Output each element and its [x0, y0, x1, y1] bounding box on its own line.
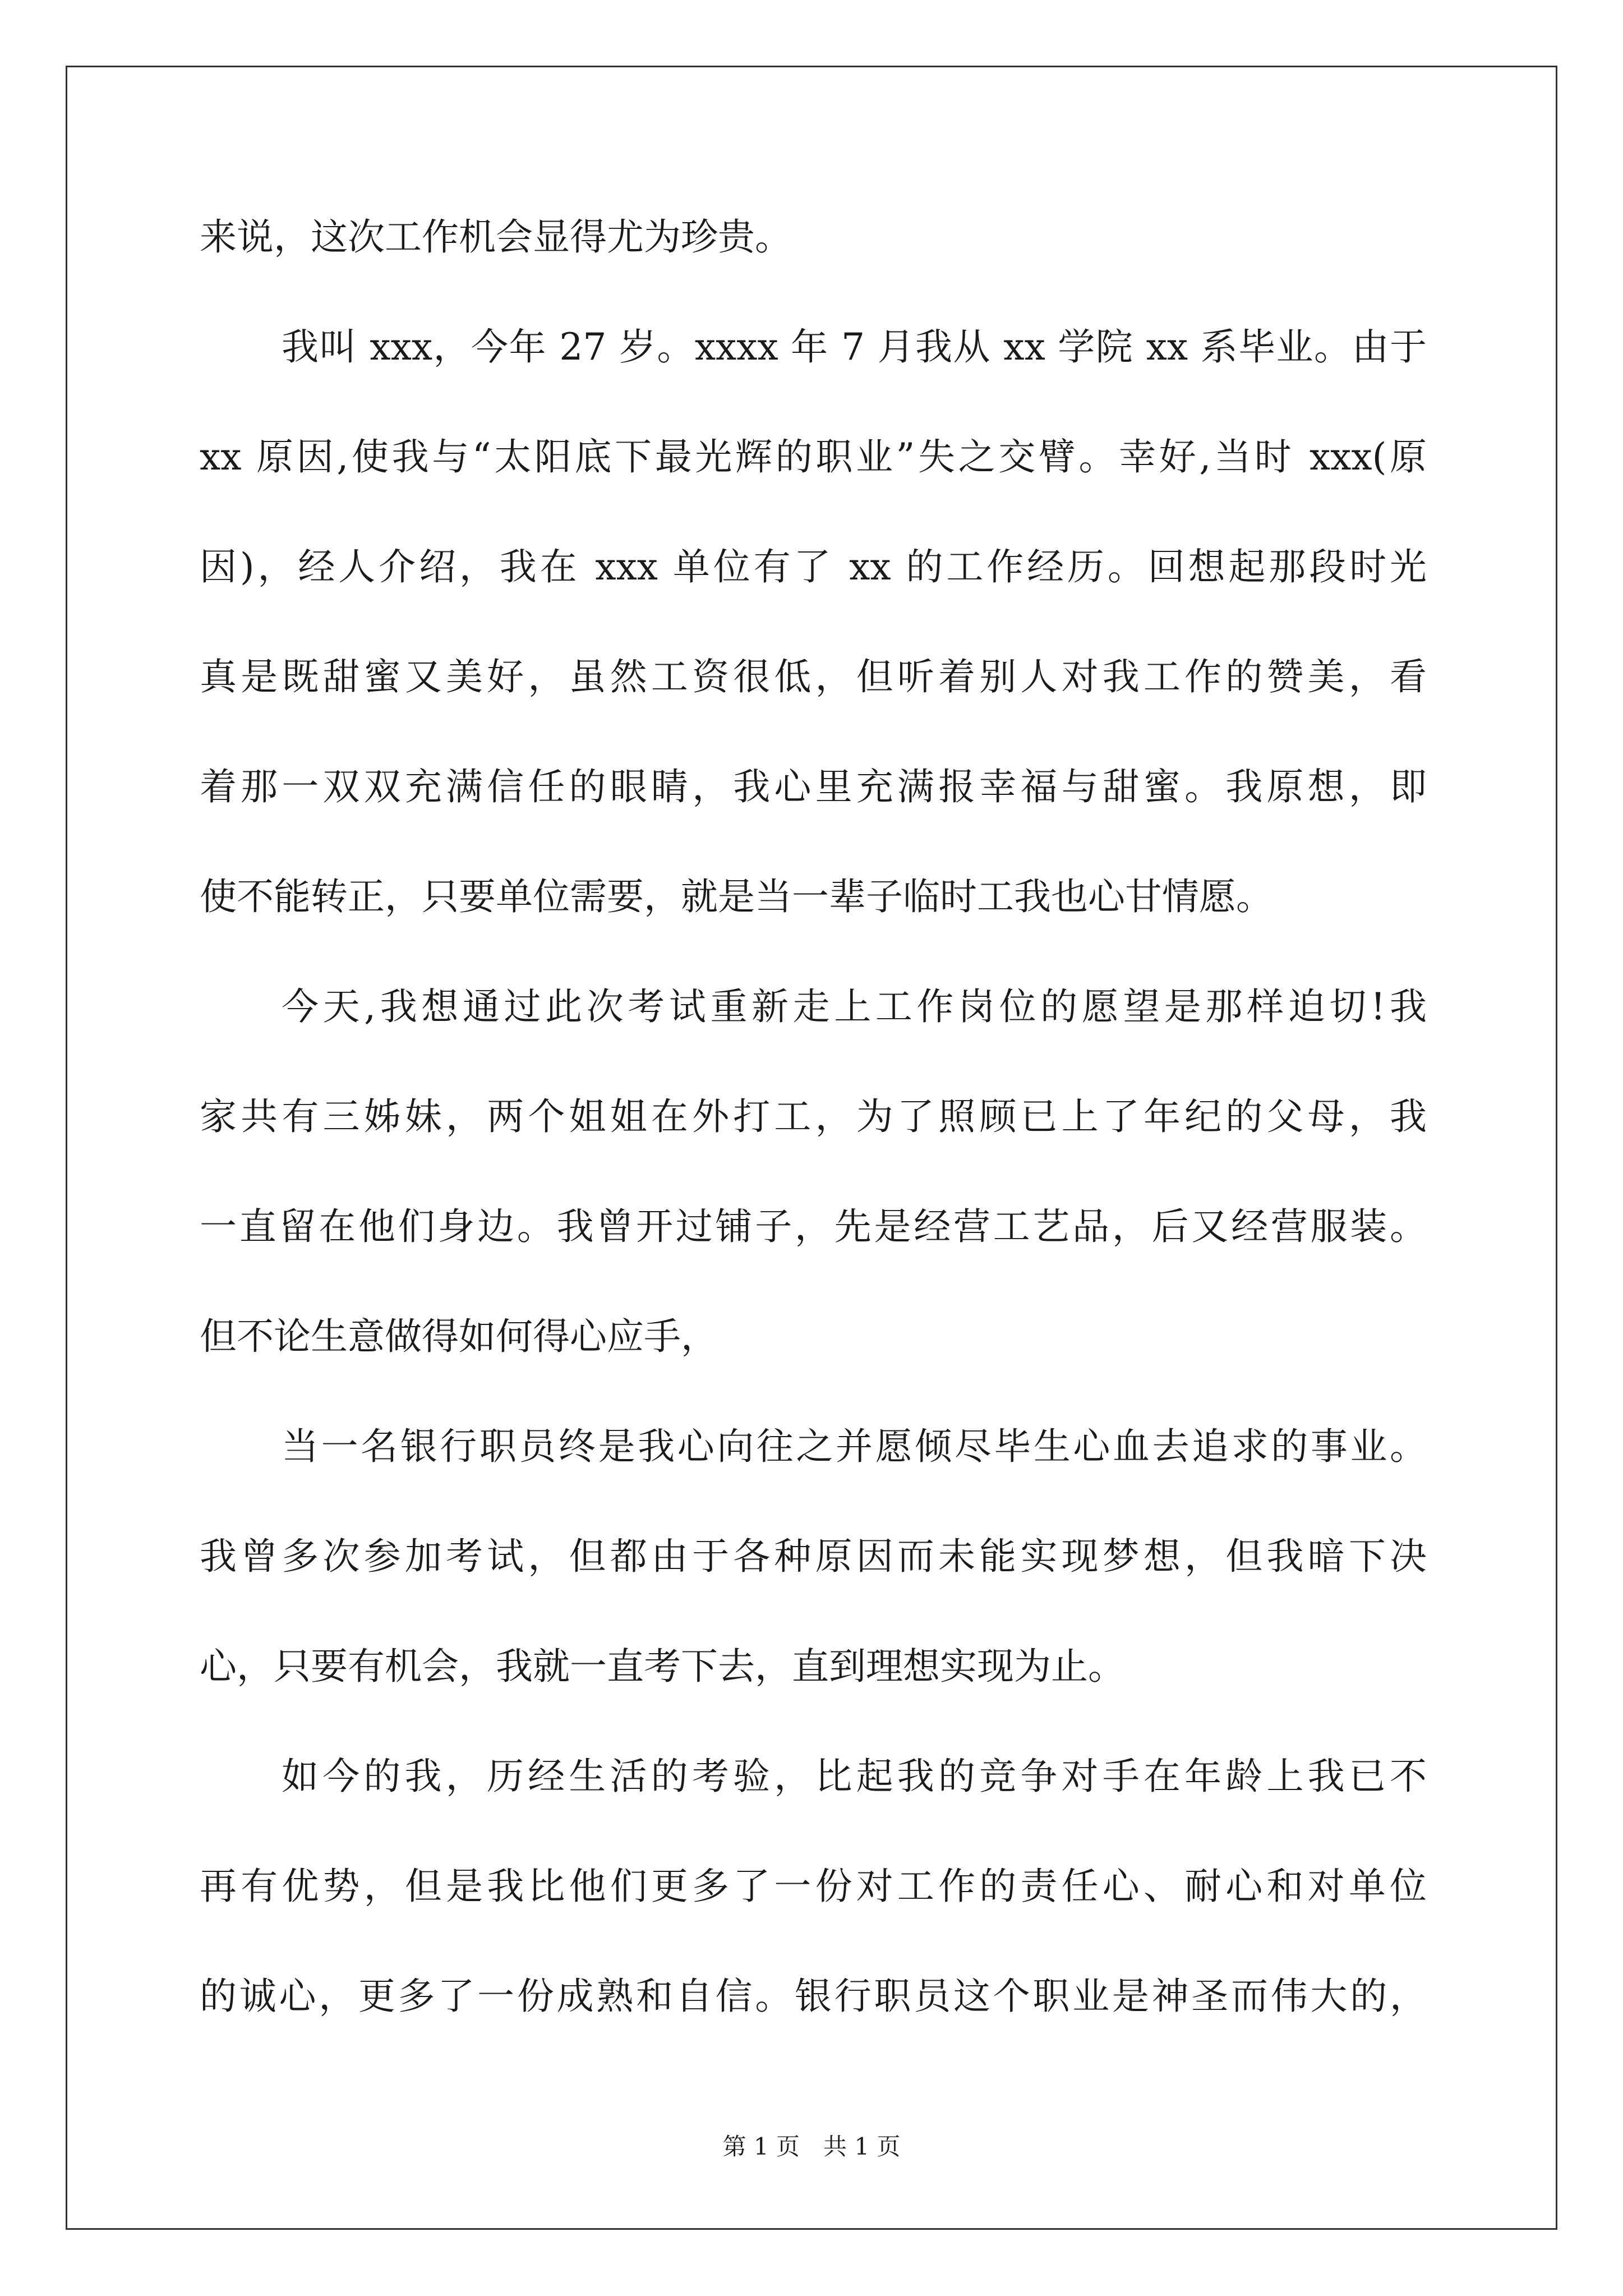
text-line: xx 原因,使我与“太阳底下最光辉的职业”失之交臂。幸好,当时 xxx(原	[200, 435, 1427, 478]
text-line: 今天,我想通过此次考试重新走上工作岗位的愿望是那样迫切!我	[282, 985, 1427, 1028]
text-line: 但不论生意做得如何得心应手，	[200, 1315, 718, 1358]
page-footer: 第 1 页 共 1 页	[722, 2133, 901, 2160]
text-line: 我叫 xxx，今年 27 岁。xxxx 年 7 月我从 xx 学院 xx 系毕业。由于	[282, 325, 1427, 369]
text-line: 如今的我，历经生活的考验，比起我的竞争对手在年龄上我已不	[282, 1755, 1427, 1798]
text-line: 当一名银行职员终是我心向往之并愿倾尽毕生心血去追求的事业。	[282, 1425, 1427, 1468]
text-line: 一直留在他们身边。我曾开过铺子，先是经营工艺品，后又经营服装。	[200, 1205, 1427, 1248]
document-body	[200, 212, 1427, 2081]
text-line: 家共有三姊妹，两个姐姐在外打工，为了照顾已上了年纪的父母，我	[200, 1095, 1427, 1138]
text-line: 再有优势，但是我比他们更多了一份对工作的责任心、耐心和对单位	[200, 1865, 1427, 1908]
text-line: 因)，经人介绍，我在 xxx 单位有了 xx 的工作经历。回想起那段时光	[200, 545, 1427, 588]
text-line: 的诚心，更多了一份成熟和自信。银行职员这个职业是神圣而伟大的，	[200, 1975, 1427, 2018]
text-line: 我曾多次参加考试，但都由于各种原因而未能实现梦想，但我暗下决	[200, 1535, 1427, 1578]
text-line: 心，只要有机会，我就一直考下去，直到理想实现为止。	[200, 1645, 1125, 1688]
text-line: 使不能转正，只要单位需要，就是当一辈子临时工我也心甘情愿。	[200, 875, 1273, 918]
text-line: 真是既甜蜜又美好，虽然工资很低，但听着别人对我工作的赞美，看	[200, 655, 1427, 698]
text-line: 着那一双双充满信任的眼睛，我心里充满报幸福与甜蜜。我原想，即	[200, 765, 1427, 808]
text-line: 来说，这次工作机会显得尤为珍贵。	[200, 215, 792, 259]
